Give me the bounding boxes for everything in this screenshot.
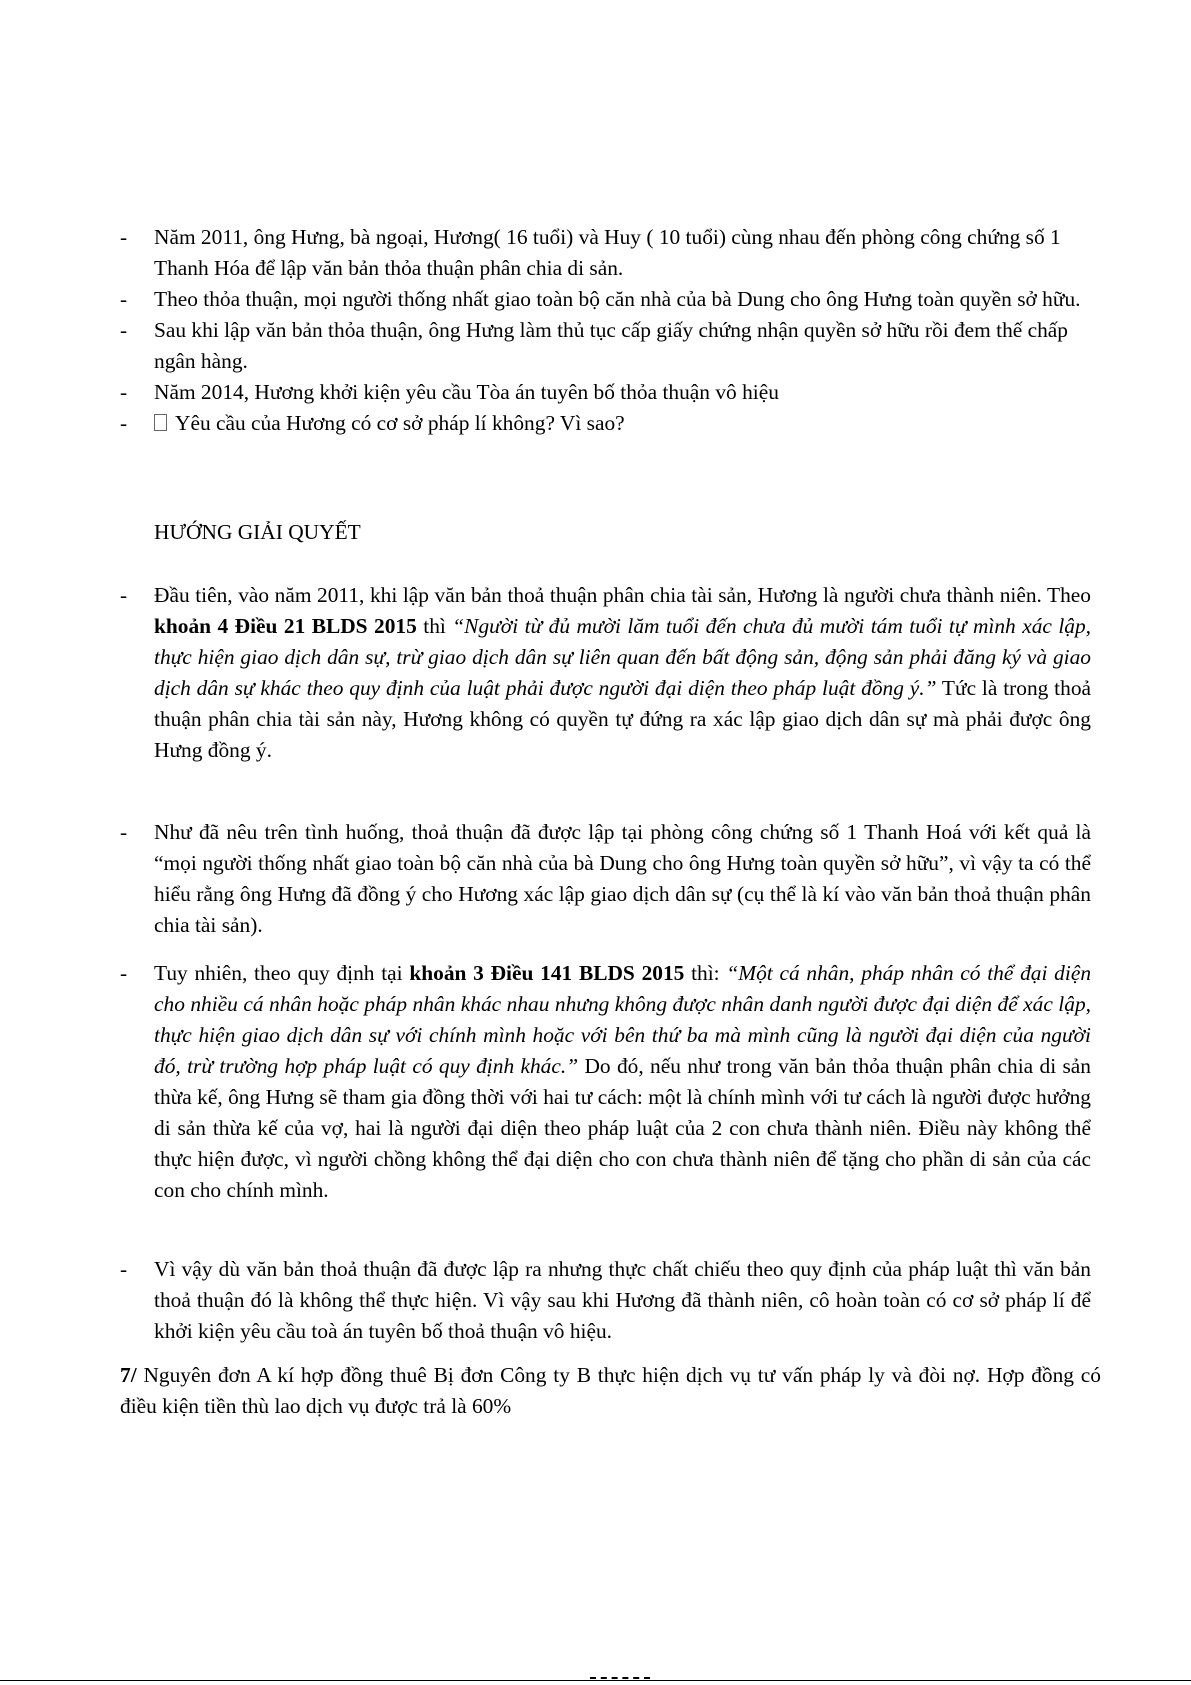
analysis-item-3: - Tuy nhiên, theo quy định tại khoản 3 Điều 141 BLDS 2015 thì: “Một cá nhân, pháp nhân có thể đại diện cho nhiều cá nhân hoặc pháp nhân khác nhau nhưng không được nhân danh người được đại diện để xác lập, thực hiện giao dịch dân sự với chính mình hoặc với bên thứ ba mà mình cũng là người đại diện của người đó, trừ trường hợp pháp luật có quy định khác.” Do đó, nếu như trong văn bản thỏa thuận phân chia di sản thừa kế, ông Hưng sẽ tham gia đồng thời với hai tư cách: một là chính mình với tư cách là người được hưởng di sản thừa kế của vợ, hai là người đại diện theo pháp luật của 2 con chưa thành niên. Điều này không thể thực hiện được, vì người chồng không thể đại diện cho con chưa thành niên để tặng cho phần di sản của các con cho chính mình. — [120, 961, 1092, 1202]
page-bottom-rule — [0, 1680, 1191, 1681]
list-item: - Năm 2014, Hương khởi kiện yêu cầu Tòa án tuyên bố thỏa thuận vô hiệu — [120, 380, 779, 404]
list-item: - Năm 2011, ông Hưng, bà ngoại, Hương( 16 tuổi) và Huy ( 10 tuổi) cùng nhau đến phòng công chứng số 1 Thanh Hóa để lập văn bản thỏa thuận phân chia di sản. — [120, 225, 1061, 280]
list-item: - Sau khi lập văn bản thỏa thuận, ông Hưng làm thủ tục cấp giấy chứng nhận quyền sở hữu rồi đem thế chấp ngân hàng. — [120, 318, 1068, 373]
page-bottom-marker — [590, 1677, 650, 1679]
analysis-item-1: - Đầu tiên, vào năm 2011, khi lập văn bản thoả thuận phân chia tài sản, Hương là người chưa thành niên. Theo khoản 4 Điều 21 BLDS 2015 thì “Người từ đủ mười lăm tuổi đến chưa đủ mười tám tuổi tự mình xác lập, thực hiện giao dịch dân sự, trừ giao dịch dân sự liên quan đến bất động sản, động sản phải đăng ký và giao dịch dân sự khác theo quy định của luật phải được người đại diện theo pháp luật đồng ý.” Tức là trong thoả thuận phân chia tài sản này, Hương không có quyền tự đứng ra xác lập giao dịch dân sự mà phải được ông Hưng đồng ý. — [120, 583, 1092, 762]
analysis-item-4: - Vì vậy dù văn bản thoả thuận đã được lập ra nhưng thực chất chiếu theo quy định của pháp luật thì văn bản thoả thuận đó là không thể thực hiện. Vì vậy sau khi Hương đã thành niên, cô hoàn toàn có cơ sở pháp lí để khởi kiện yêu cầu toà án tuyên bố thoả thuận vô hiệu. — [120, 1257, 1091, 1343]
case-facts-list — [120, 222, 1091, 439]
analysis-item-2: - Như đã nêu trên tình huống, thoả thuận đã được lập tại phòng công chứng số 1 Thanh Hoá với kết quả là “mọi người thống nhất giao toàn bộ căn nhà của bà Dung cho ông Hưng toàn quyền sở hữu”, vì vậy ta có thể hiểu rằng ông Hưng đã đồng ý cho Hương xác lập giao dịch dân sự (cụ thể là kí vào văn bản thoả thuận phân chia tài sản). — [120, 820, 1091, 937]
list-item: - Theo thỏa thuận, mọi người thống nhất giao toàn bộ căn nhà của bà Dung cho ông Hưng toàn quyền sở hữu. — [120, 287, 1081, 311]
missing-glyph-box-icon — [154, 414, 167, 431]
list-item: - Yêu cầu của Hương có cơ sở pháp lí không? Vì sao? — [120, 411, 625, 435]
question-7: 7/ Nguyên đơn A kí hợp đồng thuê Bị đơn Công ty B thực hiện dịch vụ tư vấn pháp ly và đòi nợ. Hợp đồng có điều kiện tiền thù lao dịch vụ được trả là 60% — [120, 1363, 1101, 1418]
section-heading: HƯỚNG GIẢI QUYẾT — [154, 520, 361, 544]
